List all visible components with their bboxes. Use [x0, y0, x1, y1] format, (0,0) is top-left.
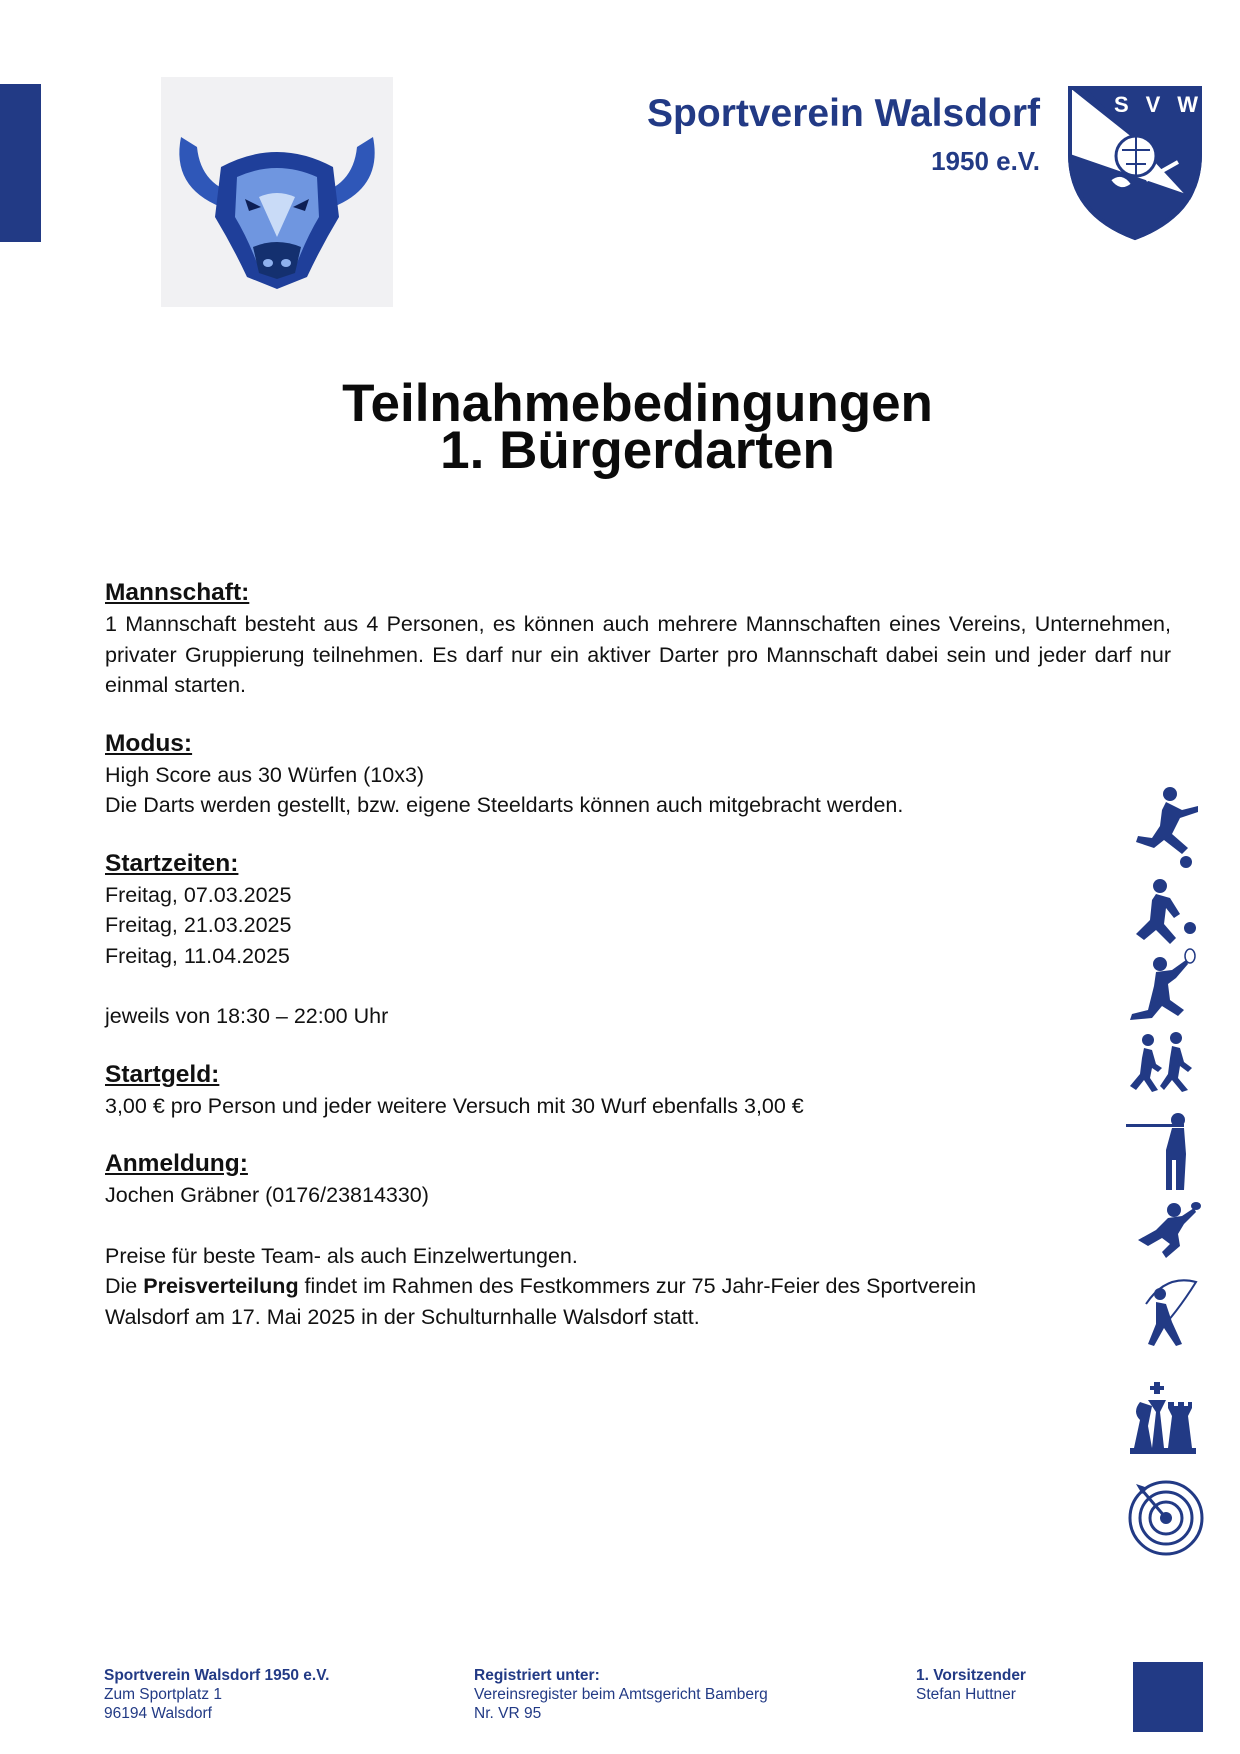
crest-letter-v: V: [1145, 92, 1161, 117]
title-line-2: 1. Bürgerdarten: [440, 421, 835, 480]
footer-chairman-name: Stefan Huttner: [916, 1686, 1016, 1703]
footer-city: 96194 Walsdorf: [104, 1705, 212, 1722]
footer-club-name: Sportverein Walsdorf 1950 e.V.: [104, 1667, 330, 1684]
start-date-2: Freitag, 21.03.2025: [105, 913, 292, 937]
chess-pieces-icon: [1130, 1382, 1196, 1454]
footer-register-court: Vereinsregister beim Amtsgericht Bamberg: [474, 1686, 768, 1703]
heading-modus: Modus:: [105, 729, 193, 757]
club-year: 1950 e.V.: [931, 146, 1040, 176]
preise-line-2: [105, 1271, 1171, 1302]
document-title: [0, 374, 1240, 480]
heading-startgeld: Startgeld:: [105, 1060, 220, 1088]
preise-line-1: Preise für beste Team- als auch Einzelwertungen.: [105, 1243, 578, 1268]
heading-mannschaft: Mannschaft:: [105, 579, 250, 606]
svw-crest-logo: [1066, 84, 1204, 242]
crest-letter-w: W: [1177, 92, 1198, 117]
table-tennis-player-icon: [1138, 1202, 1201, 1258]
soccer-player-icon: [1136, 787, 1198, 868]
footer-street: Zum Sportplatz 1: [104, 1686, 223, 1703]
start-date-1: Freitag, 07.03.2025: [105, 882, 292, 907]
footer-accent-square: [1133, 1662, 1203, 1732]
modus-line-1: High Score aus 30 Würfen (10x3): [105, 762, 425, 787]
footer-register-number: Nr. VR 95: [474, 1705, 542, 1722]
anmeldung-contact: Jochen Gräbner (0176/23814330): [105, 1183, 429, 1207]
conditions-body: [105, 576, 1171, 1332]
start-date-3: Freitag, 11.04.2025: [105, 943, 290, 968]
preise-line-2-pre: Die: [105, 1274, 144, 1298]
badminton-player-icon: [1130, 949, 1195, 1020]
shooter-icon: [1126, 1113, 1186, 1190]
heading-startzeiten: Startzeiten:: [105, 849, 239, 877]
startgeld-text: 3,00 € pro Person und jeder weitere Versuch mit 30 Wurf ebenfalls 3,00 €: [105, 1093, 804, 1118]
left-accent-bar: [0, 84, 41, 242]
footer-club-address: [104, 1666, 329, 1723]
title-line-1: Teilnahmebedingungen: [342, 374, 933, 433]
club-name: Sportverein Walsdorf: [647, 92, 1040, 135]
mannschaft-text: 1 Mannschaft besteht aus 4 Personen, es können auch mehrere Mannschaften eines Vereins, Unternehmen, privater Gruppierung teilnehmen. Es darf nur ein aktiver Darter pro Mannschaft dabei sein und jeder darf nur einmal starten.: [105, 612, 1171, 697]
start-time: jeweils von 18:30 – 22:00 Uhr: [105, 1004, 389, 1028]
crest-letter-s: S: [1114, 92, 1129, 117]
modus-line-2: Die Darts werden gestellt, bzw. eigene Steeldarts können auch mitgebracht werden.: [105, 793, 904, 817]
heading-anmeldung: Anmeldung:: [105, 1150, 248, 1177]
footer-registration: [474, 1666, 768, 1723]
dartboard-target-icon: [1130, 1482, 1202, 1554]
footer-registration-head: Registriert unter:: [474, 1667, 600, 1684]
bull-head-logo: [161, 77, 393, 307]
handball-player-icon: [1136, 879, 1196, 944]
preise-line-2-post: findet im Rahmen des Festkommers zur 75 Jahr-Feier des Sportverein: [298, 1274, 977, 1298]
preisverteilung-bold: Preisverteilung: [143, 1274, 299, 1298]
runners-icon: [1130, 1032, 1192, 1092]
gymnast-ribbon-icon: [1146, 1280, 1196, 1346]
preise-line-3: Walsdorf am 17. Mai 2025 in der Schulturnhalle Walsdorf statt.: [105, 1304, 700, 1329]
sport-icons-column: [1126, 786, 1206, 1576]
footer-chairman: [916, 1666, 1026, 1704]
footer-chairman-title: 1. Vorsitzender: [916, 1667, 1026, 1684]
